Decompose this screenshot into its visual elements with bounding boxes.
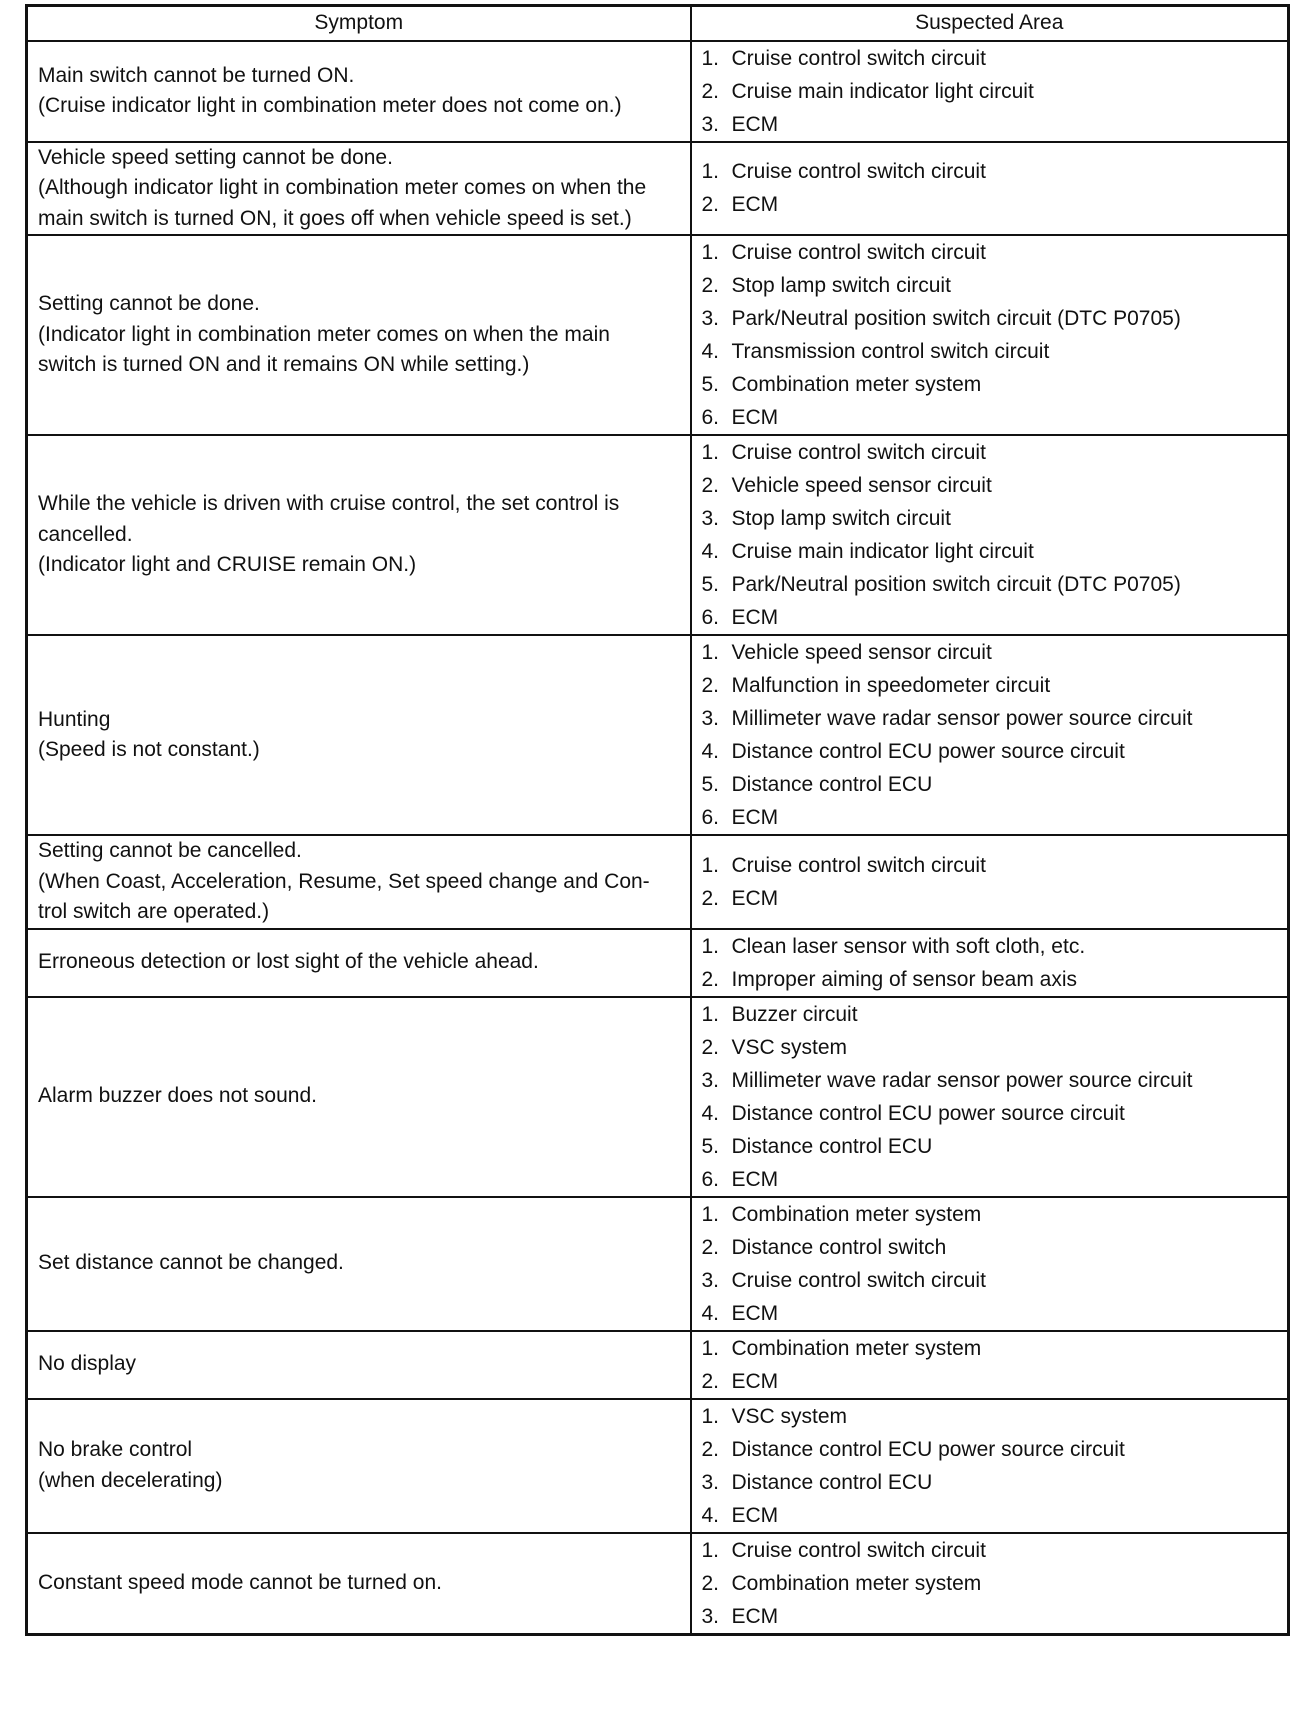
symptom-text-line: Hunting (38, 707, 111, 731)
suspected-area-list (702, 1198, 1278, 1330)
list-item (702, 1499, 1278, 1532)
list-item-text: ECM (731, 406, 779, 429)
list-item-number: 1. (701, 241, 720, 264)
list-item (702, 601, 1278, 634)
suspected-area-list (702, 930, 1278, 996)
list-item-number: 1. (701, 441, 720, 464)
list-item-number: 3. (701, 1470, 720, 1494)
list-item-text: Cruise control switch circuit (731, 1538, 986, 1562)
list-item-number: 5. (701, 773, 720, 796)
symptom-cell (27, 997, 691, 1197)
list-item-number: 1. (701, 1538, 720, 1562)
symptom-text-line: Setting cannot be done. (38, 292, 260, 316)
list-item (702, 568, 1278, 601)
symptom-text-line: (Cruise indicator light in combination meter does not come on.) (38, 94, 622, 117)
list-item (702, 882, 1278, 915)
list-item-number: 2. (701, 193, 720, 217)
list-item-number: 2. (701, 1437, 720, 1461)
list-item-text: Distance control switch (731, 1235, 947, 1259)
list-item-number: 6. (701, 806, 720, 829)
list-item-text: ECM (731, 193, 779, 217)
list-item (702, 108, 1278, 141)
list-item (702, 1332, 1278, 1365)
suspected-area-list (702, 636, 1278, 834)
list-item-number: 2. (701, 674, 720, 697)
list-item-number: 2. (701, 1571, 720, 1595)
list-item-number: 2. (701, 474, 720, 497)
list-item-number: 4. (701, 540, 720, 563)
list-item (702, 735, 1278, 768)
list-item-number: 4. (701, 340, 720, 363)
list-item-number: 1. (701, 1336, 720, 1360)
suspected-area-cell (691, 635, 1289, 835)
list-item-number: 2. (701, 274, 720, 297)
symptom-cell (27, 929, 691, 997)
symptom-text-line: Erroneous detection or lost sight of the vehicle ahead. (38, 950, 539, 974)
list-item (702, 42, 1278, 75)
list-item-number: 1. (701, 1404, 720, 1428)
list-item-number: 5. (701, 573, 720, 596)
list-item (702, 1198, 1278, 1231)
list-item-number: 5. (701, 373, 720, 396)
table-row (27, 1331, 1289, 1399)
list-item-number: 2. (701, 1035, 720, 1059)
list-item (702, 302, 1278, 335)
symptom-cell (27, 1331, 691, 1399)
symptom-cell (27, 235, 691, 435)
list-item-text: Stop lamp switch circuit (731, 507, 951, 530)
list-item-number: 2. (701, 886, 720, 910)
list-item-text: Improper aiming of sensor beam axis (731, 967, 1077, 991)
table-row (27, 929, 1289, 997)
list-item-number: 3. (701, 1068, 720, 1092)
list-item-number: 5. (701, 1134, 720, 1158)
list-item-number: 6. (701, 1167, 720, 1191)
list-item-text: Cruise control switch circuit (731, 241, 986, 264)
list-item-text: Distance control ECU power source circuit (731, 1437, 1125, 1461)
list-item-text: Cruise control switch circuit (731, 1268, 986, 1292)
list-item (702, 1534, 1278, 1567)
list-item (702, 930, 1278, 963)
list-item (702, 1064, 1278, 1097)
list-item-text: Combination meter system (731, 1571, 982, 1595)
list-item (702, 1130, 1278, 1163)
suspected-area-cell (691, 835, 1289, 929)
list-item-text: Combination meter system (731, 373, 982, 396)
list-item-text: VSC system (731, 1404, 848, 1428)
symptom-text-line: cancelled. (38, 522, 133, 546)
table-row (27, 1197, 1289, 1331)
list-item-number: 4. (701, 1301, 720, 1325)
list-item (702, 1365, 1278, 1398)
list-item (702, 963, 1278, 996)
table-row (27, 235, 1289, 435)
symptom-cell (27, 435, 691, 635)
list-item-text: ECM (731, 112, 779, 136)
list-item (702, 535, 1278, 568)
symptom-text-line: Alarm buzzer does not sound. (38, 1084, 317, 1108)
symptom-text-line: While the vehicle is driven with cruise control, the set control is (38, 492, 620, 516)
table-row (27, 1399, 1289, 1533)
suspected-area-column-header: Suspected Area (691, 6, 1289, 41)
table-header-row (27, 6, 1289, 41)
symptom-text-line: (Indicator light in combination meter comes on when the main (38, 322, 610, 346)
list-item (702, 1567, 1278, 1600)
list-item-text: VSC system (731, 1035, 848, 1059)
list-item (702, 702, 1278, 735)
suspected-area-list (702, 236, 1278, 434)
symptom-cell (27, 635, 691, 835)
list-item-text: Cruise control switch circuit (731, 46, 986, 70)
symptom-text-line: (when decelerating) (38, 1468, 223, 1492)
list-item-number: 1. (701, 46, 720, 70)
suspected-area-list (702, 1534, 1278, 1633)
symptom-cell (27, 41, 691, 142)
table-row (27, 835, 1289, 929)
list-item (702, 1031, 1278, 1064)
table-body (27, 41, 1289, 1635)
list-item (702, 368, 1278, 401)
symptom-text-line: Vehicle speed setting cannot be done. (38, 145, 393, 169)
list-item-number: 1. (701, 934, 720, 958)
list-item-number: 3. (701, 707, 720, 730)
list-item (702, 1466, 1278, 1499)
list-item (702, 188, 1278, 221)
list-item-text: ECM (731, 886, 779, 910)
symptom-cell (27, 142, 691, 236)
list-item-text: Millimeter wave radar sensor power source circuit (731, 707, 1193, 730)
list-item-number: 2. (701, 967, 720, 991)
suspected-area-cell (691, 435, 1289, 635)
suspected-area-cell (691, 929, 1289, 997)
suspected-area-cell (691, 997, 1289, 1197)
table-row (27, 41, 1289, 142)
list-item (702, 1163, 1278, 1196)
list-item-number: 3. (701, 507, 720, 530)
suspected-area-cell (691, 1197, 1289, 1331)
symptom-cell (27, 1197, 691, 1331)
list-item-number: 3. (701, 1268, 720, 1292)
suspected-area-cell (691, 1533, 1289, 1635)
list-item-text: Cruise main indicator light circuit (731, 540, 1034, 563)
suspected-area-list (702, 42, 1278, 141)
list-item (702, 469, 1278, 502)
suspected-area-list (702, 1332, 1278, 1398)
list-item (702, 335, 1278, 368)
list-item-number: 4. (701, 1101, 720, 1125)
troubleshooting-table (25, 4, 1290, 1636)
list-item-text: ECM (731, 1301, 779, 1325)
list-item-text: Millimeter wave radar sensor power source circuit (731, 1068, 1193, 1092)
list-item-text: Cruise control switch circuit (731, 853, 986, 877)
list-item-number: 3. (701, 1604, 720, 1628)
table-row (27, 1533, 1289, 1635)
list-item-text: Distance control ECU (731, 773, 933, 796)
symptom-text-line: (When Coast, Acceleration, Resume, Set speed change and Con- (38, 869, 650, 893)
symptom-text-line: trol switch are operated.) (38, 900, 270, 923)
suspected-area-cell (691, 142, 1289, 236)
suspected-area-list (702, 1400, 1278, 1532)
suspected-area-cell (691, 41, 1289, 142)
symptom-text-line: (Although indicator light in combination meter comes on when the (38, 176, 647, 199)
symptom-text-line: No display (38, 1352, 137, 1376)
suspected-area-cell (691, 1331, 1289, 1399)
list-item (702, 1231, 1278, 1264)
table-row (27, 997, 1289, 1197)
suspected-area-list (702, 849, 1278, 915)
suspected-area-cell (691, 1399, 1289, 1533)
list-item-text: ECM (731, 1167, 779, 1191)
symptom-text-line: Set distance cannot be changed. (38, 1251, 344, 1275)
list-item (702, 436, 1278, 469)
list-item-number: 1. (701, 1202, 720, 1226)
symptom-text-line: Setting cannot be cancelled. (38, 839, 302, 862)
list-item-text: ECM (731, 1503, 779, 1527)
list-item-text: Park/Neutral position switch circuit (DTC P0705) (731, 307, 1181, 330)
list-item-text: Vehicle speed sensor circuit (731, 474, 992, 497)
list-item-text: ECM (731, 606, 779, 629)
list-item (702, 1400, 1278, 1433)
list-item-number: 3. (701, 112, 720, 136)
suspected-area-list (702, 436, 1278, 634)
list-item-text: Park/Neutral position switch circuit (DTC P0705) (731, 573, 1181, 596)
table-row (27, 142, 1289, 236)
list-item-text: Stop lamp switch circuit (731, 274, 951, 297)
list-item-text: Cruise main indicator light circuit (731, 79, 1034, 103)
suspected-area-list (702, 155, 1278, 221)
list-item (702, 636, 1278, 669)
list-item-text: ECM (731, 806, 779, 829)
symptom-text-line: (Indicator light and CRUISE remain ON.) (38, 553, 417, 577)
list-item-number: 2. (701, 1235, 720, 1259)
table-row (27, 635, 1289, 835)
list-item (702, 669, 1278, 702)
list-item-number: 6. (701, 406, 720, 429)
list-item-number: 4. (701, 1503, 720, 1527)
list-item-text: Distance control ECU (731, 1470, 933, 1494)
list-item-number: 6. (701, 606, 720, 629)
list-item (702, 1433, 1278, 1466)
symptom-cell (27, 835, 691, 929)
list-item-number: 1. (701, 641, 720, 664)
list-item-text: Cruise control switch circuit (731, 441, 986, 464)
list-item (702, 502, 1278, 535)
list-item (702, 75, 1278, 108)
list-item-text: Buzzer circuit (731, 1002, 858, 1026)
list-item-text: ECM (731, 1604, 779, 1628)
list-item (702, 768, 1278, 801)
list-item-number: 2. (701, 1369, 720, 1393)
symptom-text-line: Main switch cannot be turned ON. (38, 63, 355, 87)
list-item-text: Distance control ECU (731, 1134, 933, 1158)
symptom-cell (27, 1399, 691, 1533)
list-item-text: Clean laser sensor with soft cloth, etc. (731, 934, 1086, 958)
list-item-number: 4. (701, 740, 720, 763)
list-item (702, 1264, 1278, 1297)
list-item-text: Combination meter system (731, 1202, 982, 1226)
symptom-column-header: Symptom (27, 6, 691, 41)
list-item-text: Malfunction in speedometer circuit (731, 674, 1051, 697)
list-item (702, 998, 1278, 1031)
list-item (702, 1297, 1278, 1330)
symptom-text-line: (Speed is not constant.) (38, 738, 260, 761)
symptom-text-line: switch is turned ON and it remains ON while setting.) (38, 353, 530, 377)
list-item (702, 1097, 1278, 1130)
list-item-number: 2. (701, 79, 720, 103)
list-item (702, 401, 1278, 434)
list-item (702, 849, 1278, 882)
list-item-number: 1. (701, 1002, 720, 1026)
symptom-text-line: No brake control (38, 1438, 193, 1461)
symptom-text-line: main switch is turned ON, it goes off when vehicle speed is set.) (38, 206, 632, 230)
list-item-text: Cruise control switch circuit (731, 160, 986, 184)
list-item-text: Transmission control switch circuit (731, 340, 1050, 363)
list-item-text: Distance control ECU power source circuit (731, 1101, 1125, 1125)
suspected-area-cell (691, 235, 1289, 435)
list-item (702, 801, 1278, 834)
list-item-number: 3. (701, 307, 720, 330)
list-item-text: Distance control ECU power source circuit (731, 740, 1125, 763)
symptom-text-line: Constant speed mode cannot be turned on. (38, 1570, 442, 1594)
list-item (702, 236, 1278, 269)
list-item-text: Combination meter system (731, 1336, 982, 1360)
list-item-number: 1. (701, 160, 720, 184)
list-item (702, 155, 1278, 188)
list-item-number: 1. (701, 853, 720, 877)
list-item (702, 269, 1278, 302)
suspected-area-list (702, 998, 1278, 1196)
table-row (27, 435, 1289, 635)
symptom-cell (27, 1533, 691, 1635)
list-item (702, 1600, 1278, 1633)
list-item-text: Vehicle speed sensor circuit (731, 641, 992, 664)
list-item-text: ECM (731, 1369, 779, 1393)
